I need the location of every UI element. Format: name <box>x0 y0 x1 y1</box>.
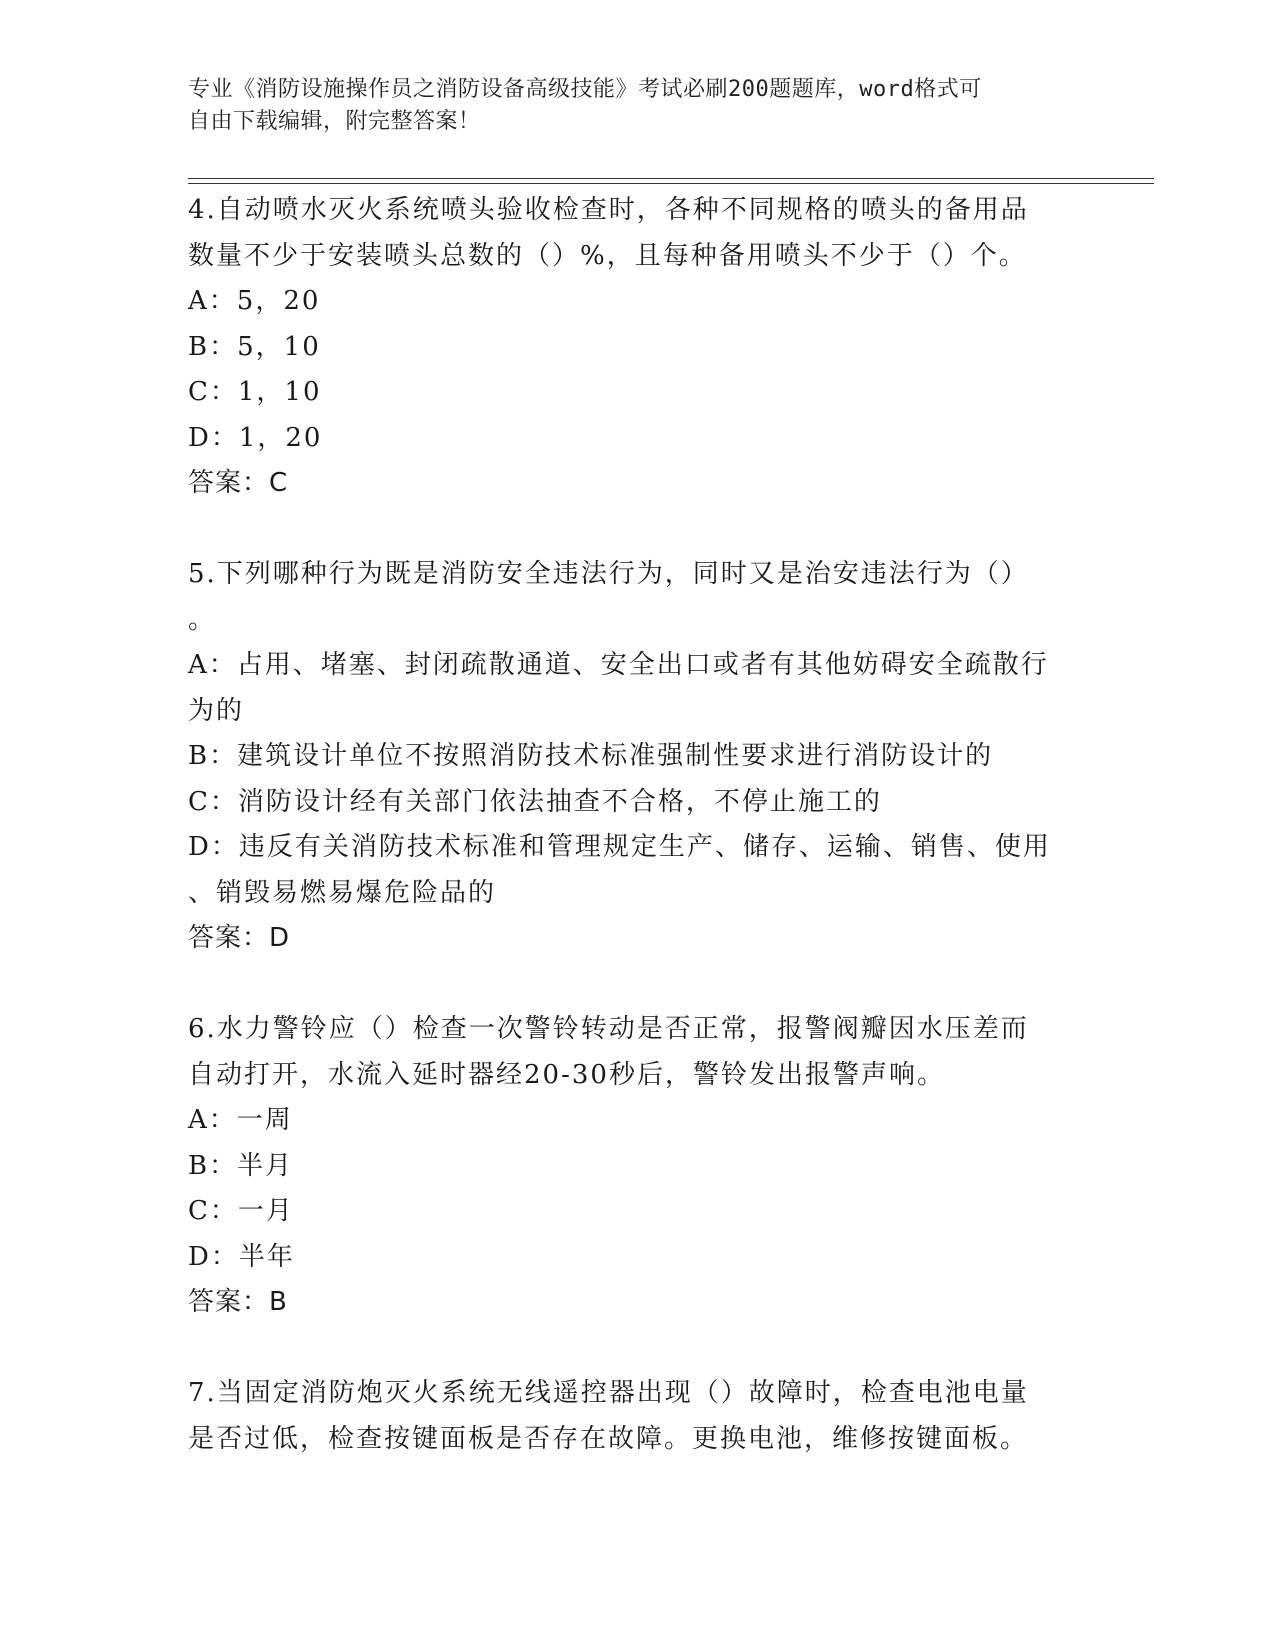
header-line-2: 自由下载编辑，附完整答案！ <box>188 109 481 134</box>
question-5-option-d-line-2: 、销毁易燃易爆危险品的 <box>188 877 497 908</box>
question-6-option-b: B：半月 <box>188 1150 294 1181</box>
question-6-answer: 答案：B <box>188 1287 288 1317</box>
question-4 <box>188 188 1088 507</box>
question-5-answer: 答案：D <box>188 923 291 953</box>
question-5-option-b: B：建筑设计单位不按照消防技术标准强制性要求进行消防设计的 <box>188 741 994 771</box>
header-divider-top <box>188 178 1154 179</box>
question-4-stem-line-1: 4.自动喷水灭火系统喷头验收检查时，各种不同规格的喷头的备用品 <box>188 195 1029 225</box>
question-5-option-d-line-1: D：违反有关消防技术标准和管理规定生产、储存、运输、销售、使用 <box>188 832 1051 862</box>
question-4-option-c: C：1，10 <box>188 377 322 407</box>
question-7-stem-line-2: 是否过低，检查按键面板是否存在故障。更换电池，维修按键面板。 <box>188 1423 1029 1454</box>
question-6-option-c: C：一月 <box>188 1196 294 1226</box>
question-5-option-a-line-1: A：占用、堵塞、封闭疏散通道、安全出口或者有其他妨碍安全疏散行 <box>188 650 1049 680</box>
question-7-stem-line-1: 7.当固定消防炮灭火系统无线遥控器出现（）故障时，检查电池电量 <box>188 1378 1029 1408</box>
question-6 <box>188 1007 1088 1326</box>
question-4-answer: 答案：C <box>188 468 289 498</box>
question-4-option-d: D：1，20 <box>188 422 323 453</box>
question-5 <box>188 552 1088 962</box>
question-6-option-d: D：半年 <box>188 1241 295 1272</box>
question-5-option-a-line-2: 为的 <box>188 695 245 726</box>
question-4-stem-line-2: 数量不少于安装喷头总数的（）%，且每种备用喷头不少于（）个。 <box>188 240 1027 271</box>
question-list <box>188 188 1088 1462</box>
header-divider-bottom <box>188 183 1154 184</box>
question-6-stem-line-2: 自动打开，水流入延时器经20-30秒后，警铃发出报警声响。 <box>188 1059 945 1090</box>
document-header <box>188 74 1068 138</box>
question-5-stem-line-1: 5.下列哪种行为既是消防安全违法行为，同时又是治安违法行为（） <box>188 559 1029 589</box>
header-line-1: 专业《消防设施操作员之消防设备高级技能》考试必刷200题题库，word格式可 <box>188 77 982 102</box>
question-6-option-a: A：一周 <box>188 1105 293 1135</box>
question-7 <box>188 1371 1088 1462</box>
question-6-stem-line-1: 6.水力警铃应（）检查一次警铃转动是否正常，报警阀瓣因水压差而 <box>188 1014 1029 1044</box>
question-4-option-b: B：5，10 <box>188 331 321 362</box>
question-4-option-a: A：5，20 <box>188 286 321 316</box>
question-5-option-c: C：消防设计经有关部门依法抽查不合格，不停止施工的 <box>188 786 882 817</box>
question-5-stem-line-2: 。 <box>188 604 217 635</box>
